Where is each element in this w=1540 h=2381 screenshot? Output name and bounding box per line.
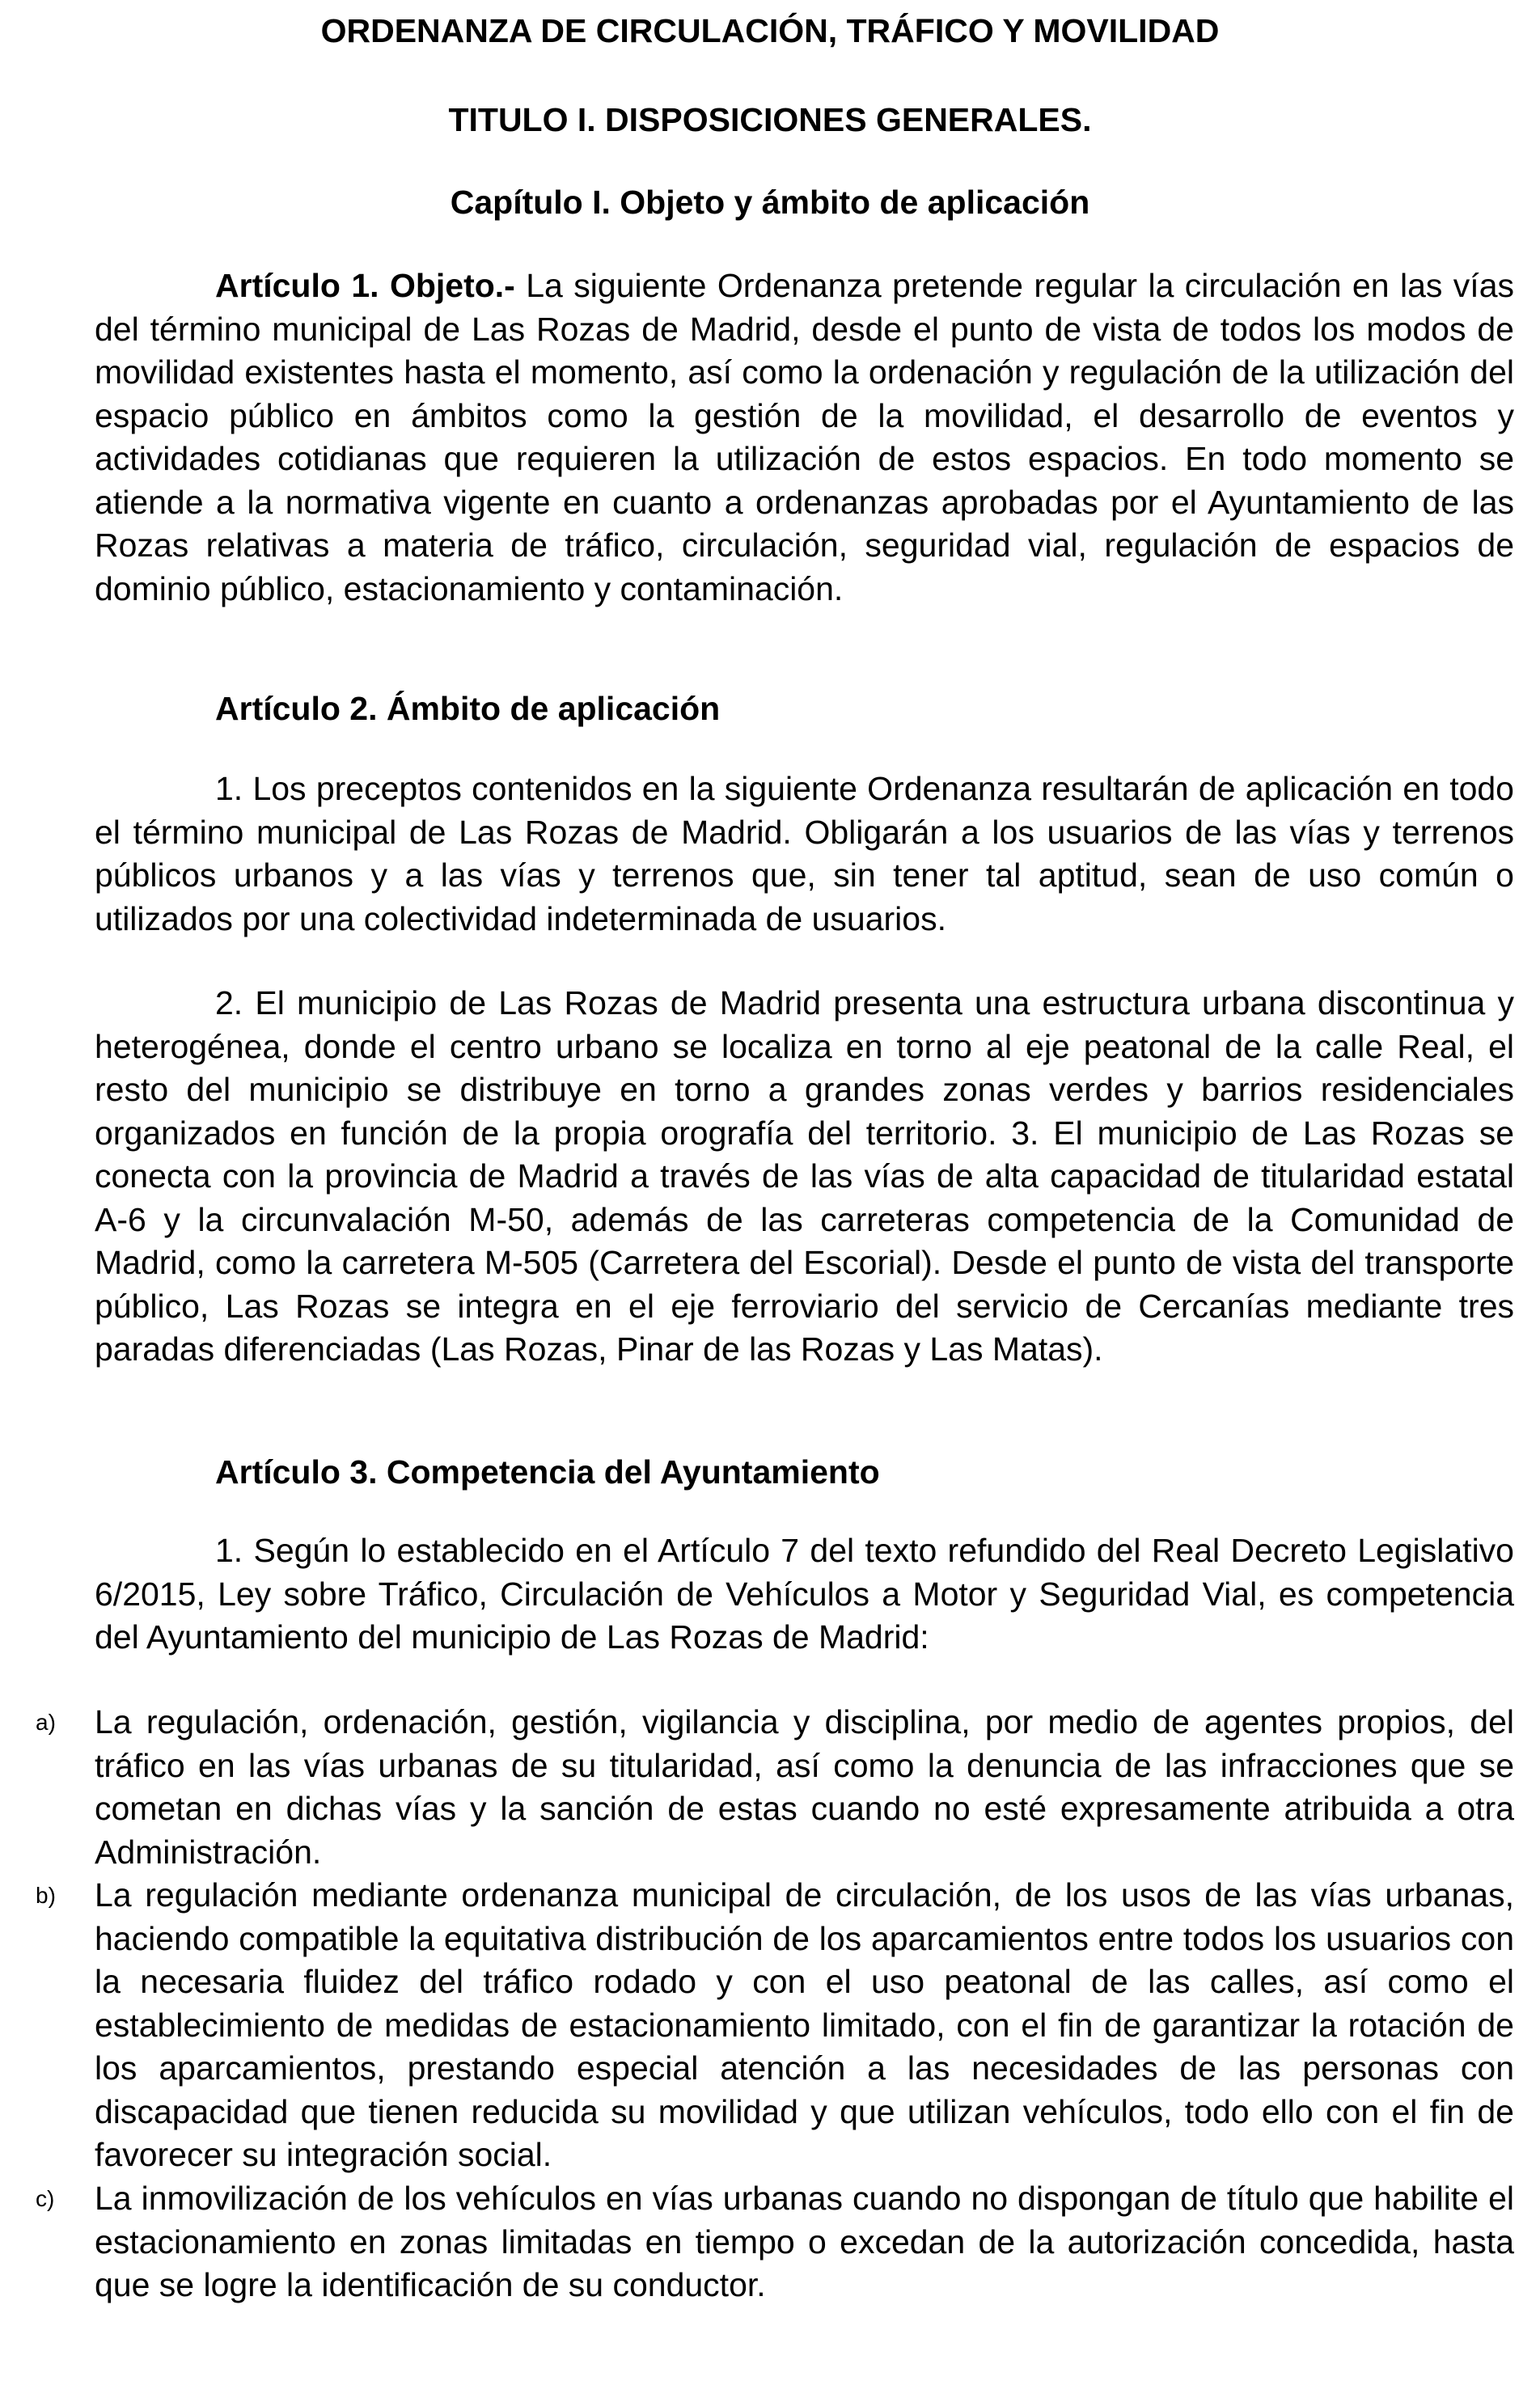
list-item-b: La regulación mediante ordenanza municipal de circulación, de los usos de las vías urbanas, haciendo compatible la equitativa distribución de los aparcamientos entre todos los usuarios con la necesaria fluidez del tráfico rodado y con el uso peatonal de las calles, así como el establecimiento de medidas de estacionamiento limitado, con el fin de garantizar la rotación de los aparcamientos, prestando especial atención a las necesidades de las personas con discapacidad que tienen reducida su movilidad y que utilizan vehículos, todo ello con el fin de favorecer su integración social. <box>95 1876 1514 2173</box>
articulo-2-title: Artículo 2. Ámbito de aplicación <box>215 690 721 727</box>
articulo-3-title: Artículo 3. Competencia del Ayuntamiento <box>215 1453 880 1491</box>
list-marker-c: c) <box>36 2186 55 2211</box>
articulo-1-text: La siguiente Ordenanza pretende regular la circulación en las vías del término municipal de Las Rozas de Madrid, desde el punto de vista de todos los modos de movilidad existentes hasta el momento, así como la ordenación y regulación de la utilización del espacio público en ámbitos como la gestión de la movilidad, el desarrollo de eventos y actividades cotidianas que requieren la utilización de estos espacios. En todo momento se atiende a la normativa vigente en cuanto a ordenanzas aprobadas por el Ayuntamiento de las Rozas relativas a materia de tráfico, circulación, seguridad vial, regulación de espacios de dominio público, estacionamiento y contaminación. <box>95 267 1514 607</box>
articulo-1-label: Artículo 1. Objeto.- <box>215 267 515 304</box>
articulo-2-paragraph-1: 1. Los preceptos contenidos en la siguiente Ordenanza resultarán de aplicación en todo el término municipal de Las Rozas de Madrid. Obligarán a los usuarios de las vías y terrenos públicos urbanos y a las vías y terrenos que, sin tener tal aptitud, sean de uso común o utilizados por una colectividad indeterminada de usuarios. <box>95 770 1514 937</box>
list-marker-b: b) <box>36 1883 56 1908</box>
list-marker-a: a) <box>36 1710 56 1735</box>
capitulo-heading: Capítulo I. Objeto y ámbito de aplicación <box>450 184 1090 221</box>
articulo-2-paragraph-2: 2. El municipio de Las Rozas de Madrid presenta una estructura urbana discontinua y heterogénea, donde el centro urbano se localiza en torno al eje peatonal de la calle Real, el resto del municipio se distribuye en torno a grandes zonas verdes y barrios residenciales organizados en función de la propia orografía del territorio. 3. El municipio de Las Rozas se conecta con la provincia de Madrid a través de las vías de alta capacidad de titularidad estatal A-6 y la circunvalación M-50, además de las carreteras competencia de la Comunidad de Madrid, como la carretera M-505 (Carretera del Escorial). Desde el punto de vista del transporte público, Las Rozas se integra en el eje ferroviario del servicio de Cercanías mediante tres paradas diferenciadas (Las Rozas, Pinar de las Rozas y Las Matas). <box>95 984 1514 1368</box>
list-item-c: La inmovilización de los vehículos en vías urbanas cuando no dispongan de título que habilite el estacionamiento en zonas limitadas en tiempo o excedan de la autorización concedida, hasta que se logre la identificación de su conductor. <box>95 2180 1514 2303</box>
list-item-a: La regulación, ordenación, gestión, vigilancia y disciplina, por medio de agentes propios, del tráfico en las vías urbanas de su titularidad, así como la denuncia de las infracciones que se cometan en dichas vías y la sanción de estas cuando no esté expresamente atribuida a otra Administración. <box>95 1703 1514 1871</box>
document-title: ORDENANZA DE CIRCULACIÓN, TRÁFICO Y MOVILIDAD <box>320 12 1220 49</box>
articulo-3-paragraph-1: 1. Según lo establecido en el Artículo 7 del texto refundido del Real Decreto Legislativo 6/2015, Ley sobre Tráfico, Circulación de Vehículos a Motor y Seguridad Vial, es competencia del Ayuntamiento del municipio de Las Rozas de Madrid: <box>95 1532 1514 1656</box>
articulo-1-paragraph <box>95 264 1514 611</box>
titulo-heading: TITULO I. DISPOSICIONES GENERALES. <box>448 101 1092 138</box>
